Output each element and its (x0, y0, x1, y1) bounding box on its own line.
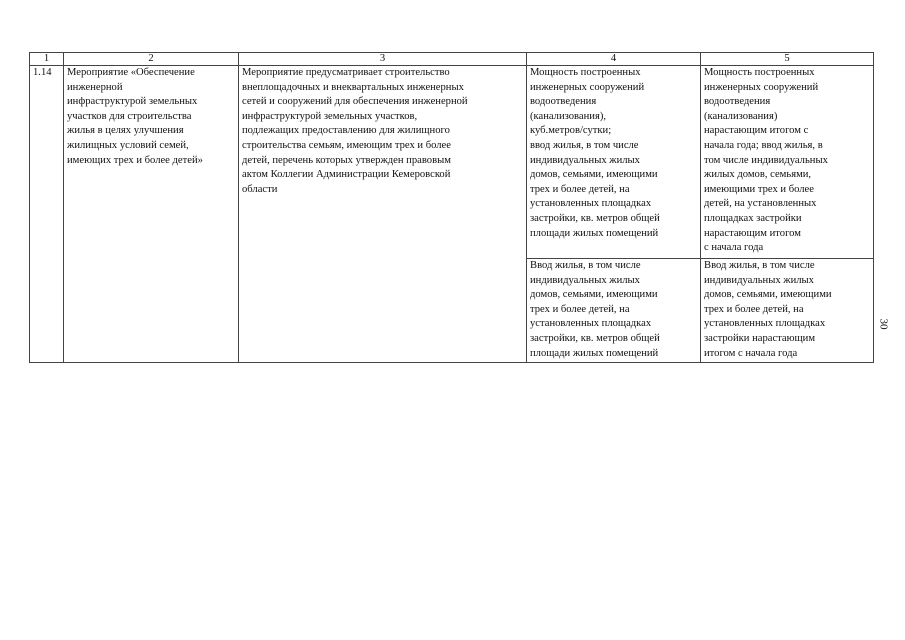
header-cell-4: 4 (527, 53, 701, 66)
header-cell-2: 2 (64, 53, 239, 66)
program-table (29, 52, 874, 363)
header-row (30, 53, 874, 66)
indicator-1-col5: Мощность построенных инженерных сооружений водоотведения (канализования) нарастающим итогом с начала года; ввод жилья, в том числе индивидуальных жилых домов, семьями, имеющими трех и более детей, на установленных площадках застройки нарастающим итогом с начала года (701, 66, 874, 259)
indicator-2-col5: Ввод жилья, в том числе индивидуальных жилых домов, семьями, имеющими трех и более детей, на установленных площадках застройки нарастающим итогом с начала года (701, 259, 874, 363)
header-cell-3: 3 (239, 53, 527, 66)
page-number: 30 (877, 318, 890, 330)
table-row (30, 66, 874, 259)
header-cell-1: 1 (30, 53, 64, 66)
header-cell-5: 5 (701, 53, 874, 66)
indicator-2-col4: Ввод жилья, в том числе индивидуальных жилых домов, семьями, имеющими трех и более детей, на установленных площадках застройки, кв. метров общей площади жилых помещений (527, 259, 701, 363)
event-name: Мероприятие «Обеспечение инженерной инфраструктурой земельных участков для строительства жилья в целях улучшения жилищных условий семей, имеющих трех и более детей» (64, 66, 239, 363)
row-number: 1.14 (30, 66, 64, 363)
indicator-1-col4: Мощность построенных инженерных сооружений водоотведения (канализования), куб.метров/сутки; ввод жилья, в том числе индивидуальных жилых домов, семьями, имеющими трех и более детей, на установленных площадках застройки, кв. метров общей площади жилых помещений (527, 66, 701, 259)
event-description: Мероприятие предусматривает строительство внеплощадочных и внеквартальных инженерных сетей и сооружений для обеспечения инженерной инфраструктурой земельных участков, подлежащих предоставлению для жилищного строительства семьям, имеющим трех и более детей, перечень которых утвержден правовым актом Коллегии Администрации Кемеровской области (239, 66, 527, 363)
